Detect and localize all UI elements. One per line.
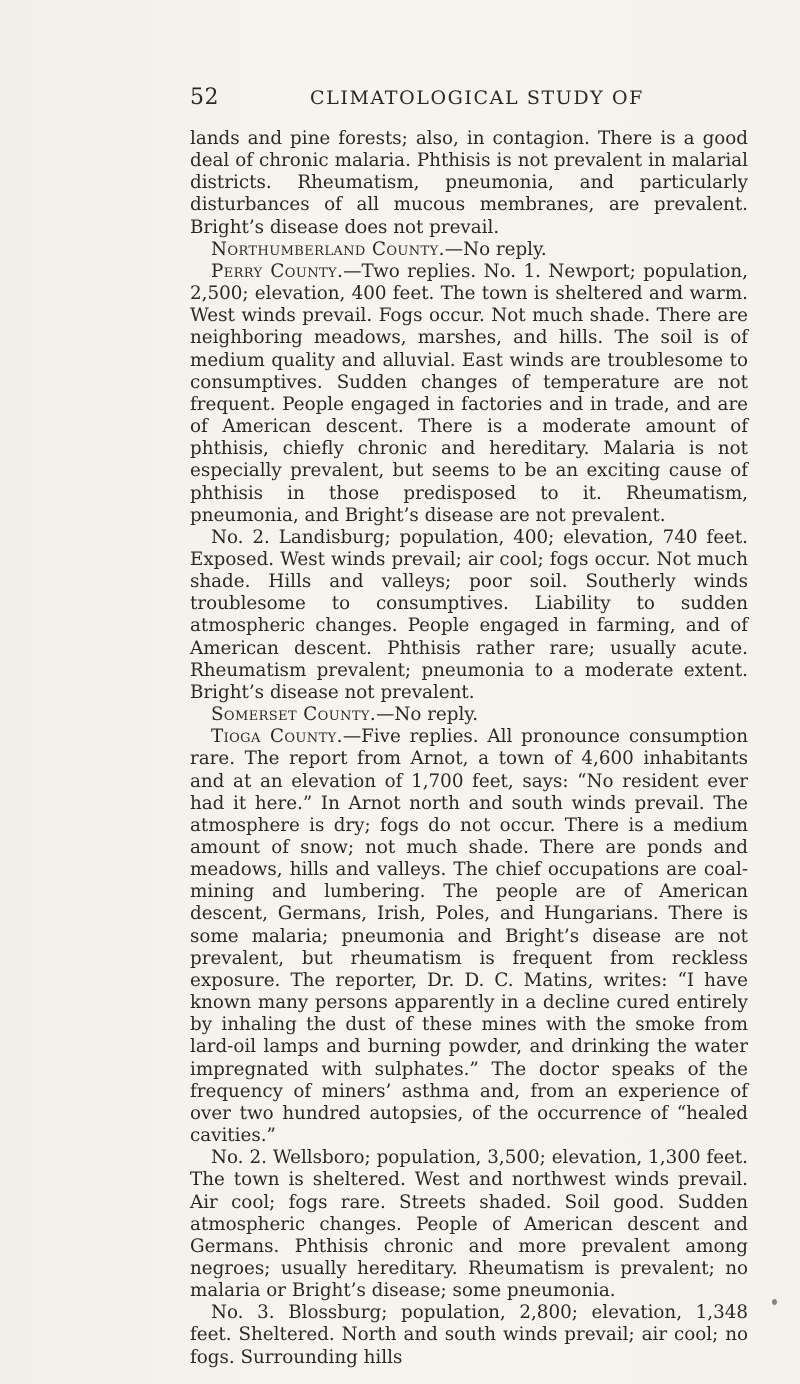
- county-heading: Somerset County.: [211, 704, 377, 726]
- paragraph-perry: Perry County.—Two replies. No. 1. Newport; population, 2,500; elevation, 400 feet. The town is sheltered and warm. West winds prevail. Fogs occur. Not much shade. There are neighboring meadows, marshes, and hills. The soil is of medium quality and alluvial. East winds are troublesome to consumptives. Sudden changes of temperature are not frequent. People engaged in factories and in trade, and are of American descent. There is a moderate amount of phthisis, chiefly chronic and hereditary. Malaria is not especially prevalent, but seems to be an exciting cause of phthisis in those predisposed to it. Rheumatism, pneumonia, and Bright’s disease are not prevalent.: [190, 260, 748, 526]
- paragraph-somerset: Somerset County.—No reply.: [211, 704, 479, 726]
- paragraph-wellsboro: No. 2. Wellsboro; population, 3,500; elevation, 1,300 feet. The town is sheltered. West and northwest winds prevail. Air cool; fogs rare. Streets shaded. Soil good. Sudden atmospheric changes. People of American descent and Germans. Phthisis chronic and more prevalent among negroes; usually hereditary. Rheumatism is prevalent; no malaria or Bright’s disease; some pneumonia.: [190, 1147, 748, 1302]
- paragraph-tioga: Tioga County.—Five replies. All pronounce consumption rare. The report from Arnot, a town of 4,600 inhabitants and at an elevation of 1,700 feet, says: “No resident ever had it here.” In Arnot north and south winds prevail. The atmosphere is dry; fogs do not occur. There is a medium amount of snow; not much shade. There are ponds and meadows, hills and valleys. The chief occupations are coal-mining and lumbering. The people are of American descent, Germans, Irish, Poles, and Hungarians. There is some malaria; pneumonia and Bright’s disease are not prevalent, but rheumatism is frequent from reckless exposure. The reporter, Dr. D. C. Matins, writes: “I have known many persons apparently in a decline cured entirely by inhaling the dust of these mines with the smoke from lard-oil lamps and burning powder, and drinking the water impregnated with sulphates.” The doctor speaks of the frequency of miners’ asthma and, from an experience of over two hundred autopsies, of the occurrence of “healed cavities.”: [190, 726, 749, 1147]
- page-blemish: [772, 1299, 777, 1305]
- county-heading: Northumberland County.: [211, 238, 445, 260]
- page-header: [190, 85, 750, 115]
- paragraph-continuation: lands and pine forests; also, in contagion. There is a good deal of chronic malaria. Phthisis is not prevalent in malarial districts. Rheumatism, pneumonia, and particularly disturbances of all mucous membranes, are prevalent. Bright’s disease does not prevail.: [190, 128, 748, 238]
- paragraph-northumberland: Northumberland County.—No reply.: [211, 238, 547, 260]
- paragraph-landisburg: No. 2. Landisburg; population, 400; elevation, 740 feet. Exposed. West winds prevail; air cool; fogs occur. Not much shade. Hills and valleys; poor soil. Southerly winds troublesome to consumptives. Liability to sudden atmospheric changes. People engaged in farming, and of American descent. Phthisis rather rare; usually acute. Rheumatism prevalent; pneumonia to a moderate extent. Bright’s disease not prevalent.: [190, 526, 748, 703]
- body-text: [190, 128, 748, 1369]
- paragraph-blossburg: No. 3. Blossburg; population, 2,800; elevation, 1,348 feet. Sheltered. North and south winds prevail; air cool; no fogs. Surrounding hills: [190, 1302, 748, 1368]
- page-number: 52: [190, 85, 219, 110]
- county-heading: Tioga County.: [211, 726, 343, 748]
- county-heading: Perry County.: [211, 260, 344, 282]
- running-title: CLIMATOLOGICAL STUDY OF: [310, 87, 644, 109]
